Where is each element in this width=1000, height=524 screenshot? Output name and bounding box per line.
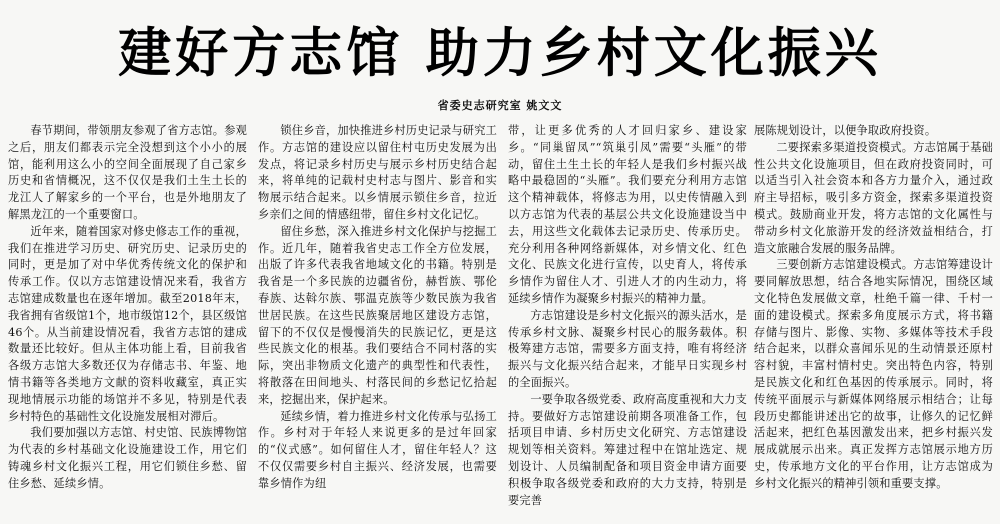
paragraph: 我们要加强以方志馆、村史馆、民族博物馆为代表的乡村基础文化设施建设工作，用它们铸魂乡村文化振兴工程，用它们锁住乡愁、留住乡愁、延续乡情。 bbox=[8, 426, 247, 490]
paragraph: 一要争取各级党委、政府高度重视和大力支持。要做好方志馆建设前期各项准备工作，包括项目申请、乡村历史文化研究、方志馆建设规划等相关资料。筹建过程中在馆址选定、规划设计、人员编制配备和项目资金申请方面要积极争取各级党委和政府的大力支持，特别是要完善 bbox=[508, 392, 747, 507]
article-column-1 bbox=[8, 123, 247, 524]
paragraph: 留住乡愁，深入推进乡村文化保护与挖掘工作。近几年，随着我省史志工作全方位发展，出版了许多代表我省地域文化的书籍。特别是我省是一个多民族的边疆省份，赫哲族、鄂伦春族、达斡尔族、鄂温克族等少数民族为我省世居民族。在这些民族聚居地区建设方志馆，留下的不仅仅是慢慢消失的民族记忆，更是这些民族文化的根基。我们要结合不同村落的实际，突出非物质文化遗产的典型性和代表性，将散落在田间地头、村落民间的乡愁记忆拾起来，挖掘出来，保护起来。 bbox=[258, 224, 497, 406]
article-column-3 bbox=[508, 123, 747, 524]
paragraph: 方志馆建设是乡村文化振兴的源头活水，是传承乡村文脉、凝聚乡村民心的服务载体。积极筹建方志馆，需要多方面支持，唯有将经济振兴与文化振兴结合起来，才能早日实现乡村的全面振兴。 bbox=[508, 308, 747, 389]
paragraph-continued: 带，让更多优秀的人才回归家乡、建设家乡。“同巢留凤”“筑巢引凤”需要“头雁”的带动，留住土生土长的年轻人是我们乡村振兴战略中最稳固的“头雁”。我们要充分利用方志馆这个精神载体，将修志为用，以史传情融入到以方志馆为代表的基层公共文化设施建设当中去，用这些文化载体去记录历史、传承历史。充分利用各种网络新媒体，对乡情文化、红色文化、民族文化进行宣传，以史育人，将传承乡情作为留住人才、引进人才的内生动力，将延续乡情作为凝聚乡村振兴的精神力量。 bbox=[508, 124, 747, 305]
paragraph: 延续乡情，着力推进乡村文化传承与弘扬工作。乡村对于年轻人来说更多的是过年回家的“仪式感”。如何留住人才，留住年轻人？这不仅仅需要乡村自主振兴、经济发展，也需要靠乡情作为纽 bbox=[258, 409, 497, 490]
article-column-4 bbox=[754, 123, 993, 524]
paragraph-continued: 展陈规划设计，以便争取政府投资。 bbox=[754, 124, 937, 137]
paragraph: 锁住乡音，加快推进乡村历史记录与研究工作。方志馆的建设应以留住村屯历史发展为出发点，将记录乡村历史与展示乡村历史结合起来，将单纯的记载村史村志与图片、影音和实物展示结合起来。以乡情展示锁住乡音，拉近乡亲们之间的情感纽带，留住乡村文化记忆。 bbox=[258, 124, 497, 221]
paragraph: 近年来，随着国家对修史修志工作的重视，我们在推进学习历史、研究历史、记录历史的同时，更是加了对中华优秀传统文化的保护和传承工作。仅以方志馆建设情况来看，我省方志馆建成数量也在逐年增加。截至2018年末，我省拥有省级馆1个，地市级馆12个，县区级馆46个。从当前建设情况看，我省方志馆的建成数量还比较好。但从主体功能上看，目前我省各级方志馆大多数还仅为存储志书、年鉴、地情书籍等各类地方文献的资料收藏室，真正实现地情展示功能的场馆并不多见，特别是代表乡村特色的基础性文化设施发展相对滞后。 bbox=[8, 224, 247, 423]
article-column-2 bbox=[258, 123, 497, 524]
page-title: 建好方志馆 助力乡村文化振兴 bbox=[118, 23, 882, 84]
paragraph: 三要创新方志馆建设模式。方志馆筹建设计要同解放思想，结合各地实际情况，围绕区域文化特色发展做文章，杜绝千篇一律、千村一面的建设模式。探索多角度展示方式，将书籍存储与图片、影像、实物、多媒体等技术手段结合起来，以群众喜闻乐见的生动情景还原村容村貌，丰富村情村史。突出特色内容，特别是民族文化和红色基因的传承展示。同时，将传统平面展示与新媒体网络展示相结合；让每段历史都能讲述出它的故事，让修久的记忆鲜活起来，把红色基因激发出来，把乡村振兴发展成就展示出来。真正发挥方志馆展示地方历史，传承地方文化的平台作用，让方志馆成为乡村文化振兴的精神引领和重要支撑。 bbox=[754, 258, 993, 490]
paragraph: 春节期间，带领朋友参观了省方志馆。参观之后，朋友们都表示完全没想到这个小小的展馆，能利用这么小的空间全面展现了自己家乡历史和省情概况，这不仅仅是我们土生土长的龙江人了解家乡的一个平台，也是外地朋友了解黑龙江的一个重要窗口。 bbox=[8, 124, 247, 221]
paragraph: 二要探索多渠道投资模式。方志馆属于基础性公共文化设施项目，但在政府投资同时，可以适当引入社会资本和各方力量介入，通过政府主导招标，吸引多方资金，探索多渠道投资模式。鼓励商业开发，将方志馆的文化属性与带动乡村文化旅游开发的经济效益相结合，打造文旅融合发展的服务品牌。 bbox=[754, 140, 993, 255]
byline: 省委史志研究室 姚文文 bbox=[437, 99, 563, 112]
